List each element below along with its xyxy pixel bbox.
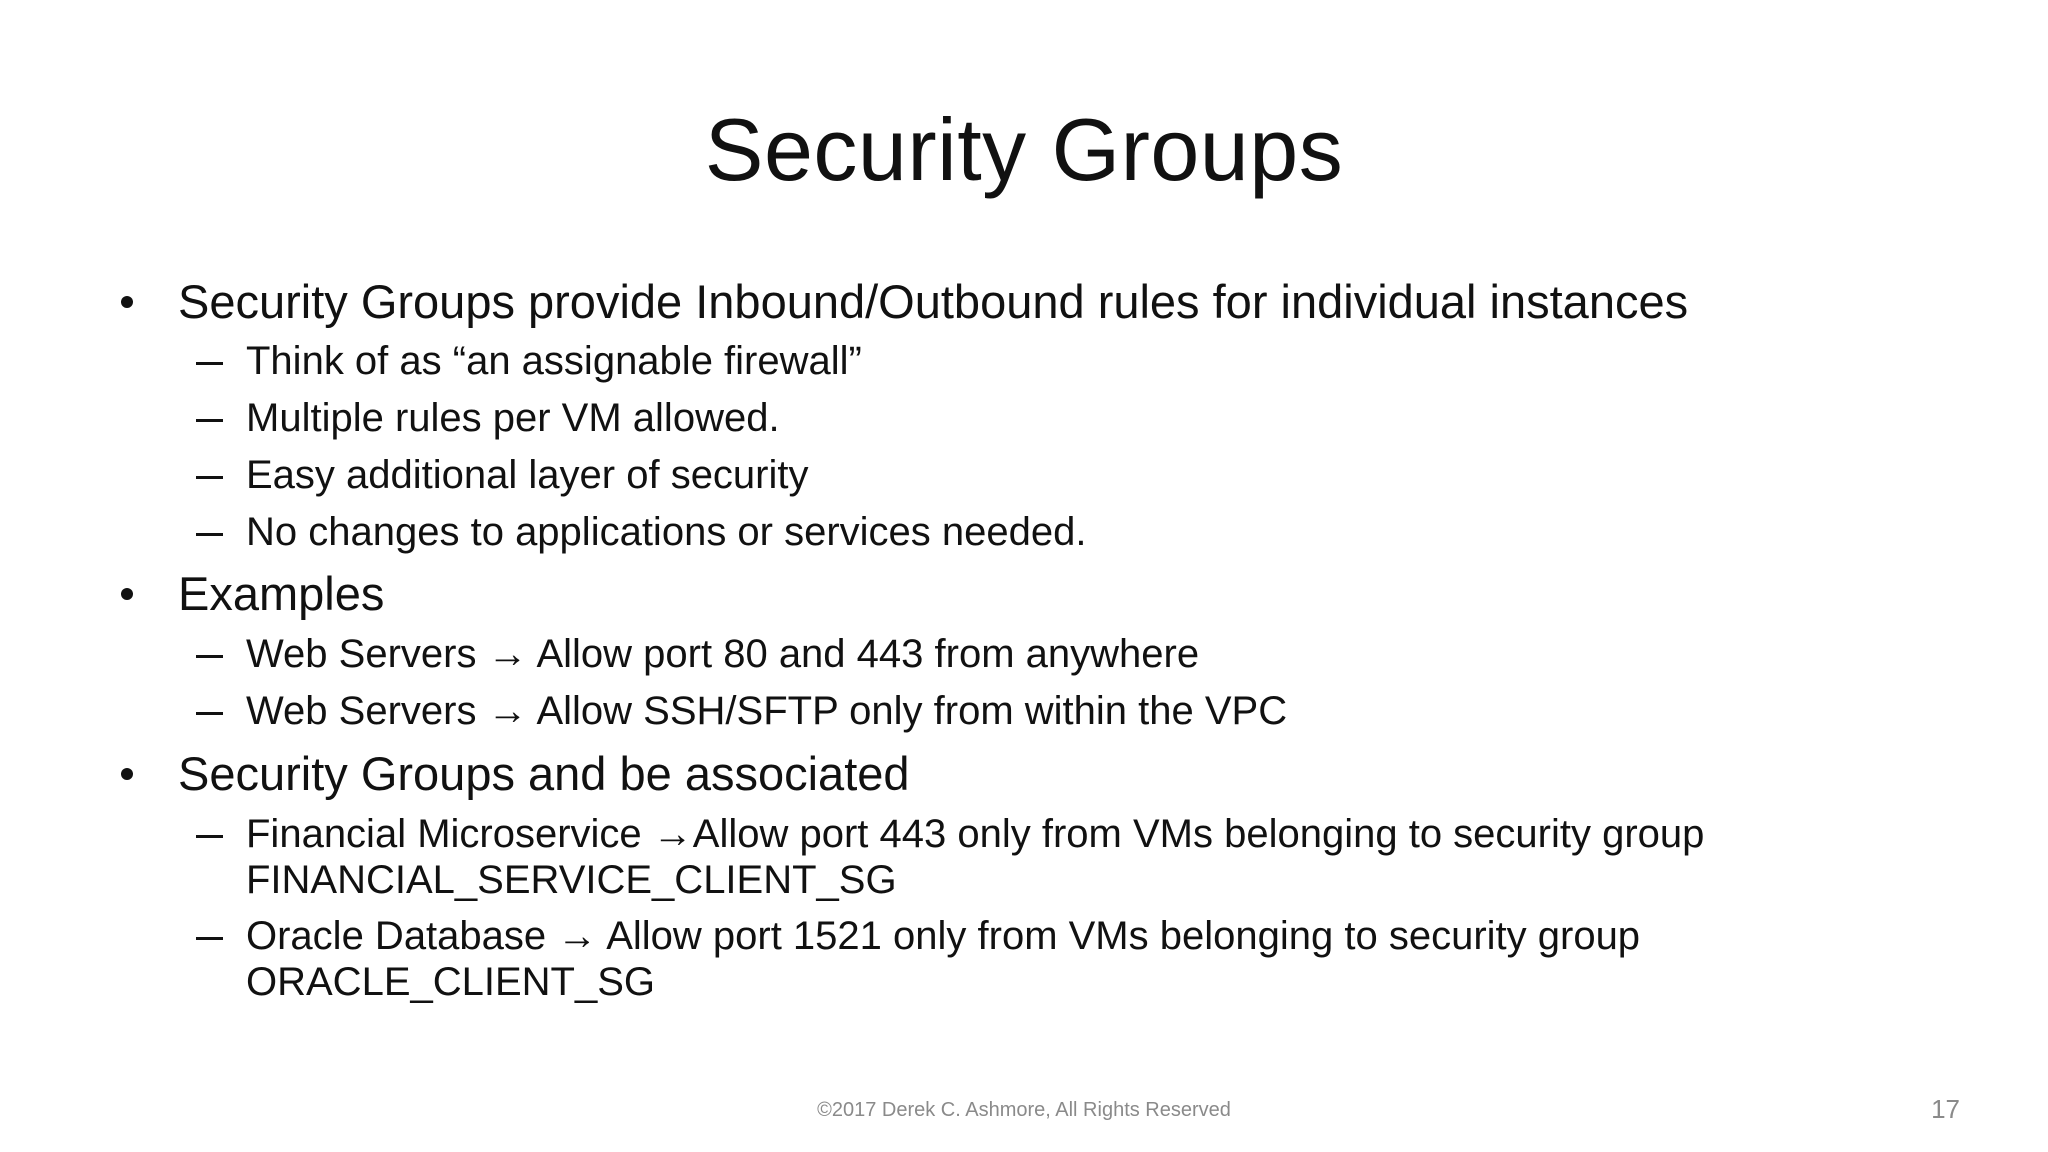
sub-bullet-text <box>246 687 1287 735</box>
security-group-name: FINANCIAL_SERVICE_CLIENT_SG <box>246 858 897 902</box>
page-number: 17 <box>1931 1094 1960 1124</box>
dash-icon <box>196 533 223 536</box>
dash-icon <box>196 937 223 940</box>
dash-icon <box>196 712 223 715</box>
dash-icon <box>196 655 223 658</box>
sub-bullet-text: Easy additional layer of security <box>246 453 809 497</box>
sub-bullet-subject: Web Servers <box>246 689 488 733</box>
sub-bullet-text <box>246 810 1704 858</box>
arrow-right-icon: → <box>487 632 528 676</box>
bullet-dot-icon <box>121 588 133 600</box>
bullet-text: Security Groups provide Inbound/Outbound rules for individual instances <box>178 275 1689 328</box>
bullet-text: Security Groups and be associated <box>178 747 910 800</box>
sub-bullet-text: No changes to applications or services needed. <box>246 510 1087 554</box>
sub-bullet-rule: Allow SSH/SFTP only from within the VPC <box>527 689 1288 733</box>
sub-bullet-text: Multiple rules per VM allowed. <box>246 396 780 440</box>
sub-bullet-rule: Allow port 443 only from VMs belonging to security group <box>692 812 1705 856</box>
arrow-right-icon: → <box>557 914 598 958</box>
sub-bullet-text <box>246 630 1199 678</box>
dash-icon <box>196 835 223 838</box>
sub-bullet-text <box>246 912 1640 960</box>
dash-icon <box>196 419 223 422</box>
sub-bullet-rule: Allow port 80 and 443 from anywhere <box>527 632 1200 676</box>
bullet-text: Examples <box>178 567 385 620</box>
sub-bullet-rule: Allow port 1521 only from VMs belonging to security group <box>597 914 1641 958</box>
dash-icon <box>196 476 223 479</box>
sub-bullet-subject: Oracle Database <box>246 914 558 958</box>
copyright-footer: ©2017 Derek C. Ashmore, All Rights Reserved <box>817 1099 1231 1121</box>
sub-bullet-subject: Web Servers <box>246 632 488 676</box>
security-group-name: ORACLE_CLIENT_SG <box>246 960 656 1004</box>
arrow-right-icon: → <box>652 812 693 856</box>
slide-title: Security Groups <box>704 100 1344 199</box>
sub-bullet-text: Think of as “an assignable firewall” <box>246 339 862 383</box>
sub-bullet-subject: Financial Microservice <box>246 812 653 856</box>
bullet-dot-icon <box>121 296 133 308</box>
bullet-dot-icon <box>121 768 133 780</box>
arrow-right-icon: → <box>487 689 528 733</box>
dash-icon <box>196 362 223 365</box>
